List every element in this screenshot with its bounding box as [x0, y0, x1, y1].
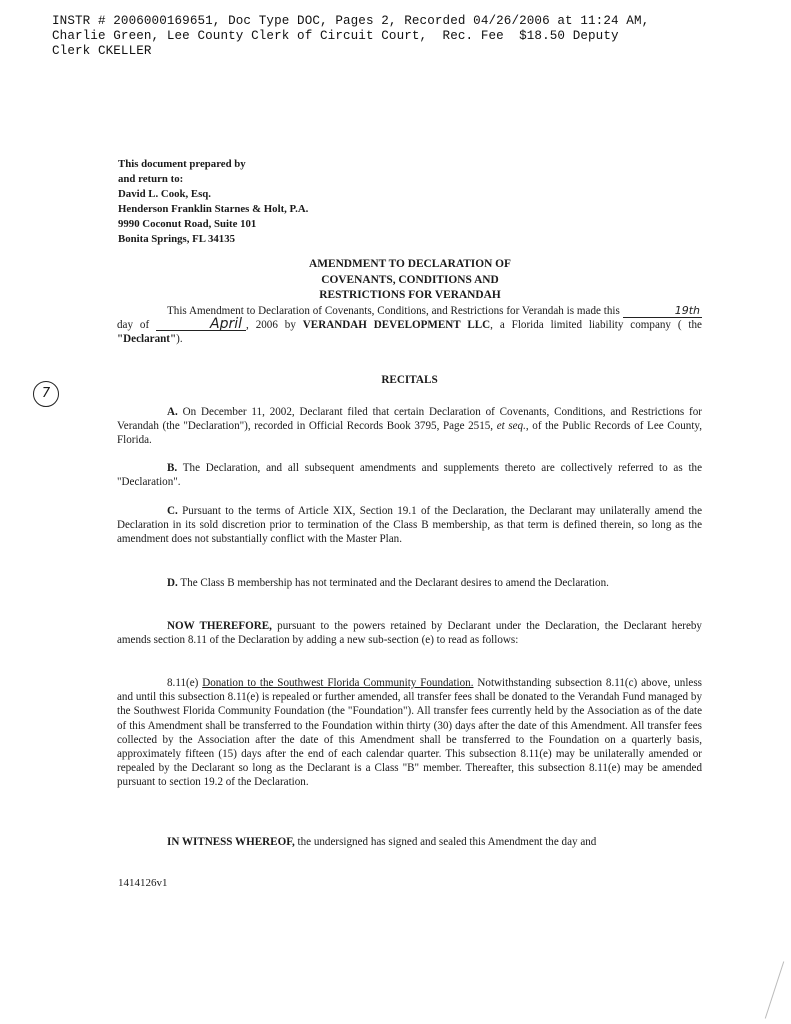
recital-label: A. [167, 406, 178, 418]
intro-text: This Amendment to Declaration of Covenants, Conditions, and Restrictions for Verandah is made this [167, 305, 620, 317]
prepared-by-line: David L. Cook, Esq. [118, 188, 212, 200]
recital-a [117, 405, 702, 448]
recital-text: The Declaration, and all subsequent amendments and supplements thereto are collectively referred to as the "Declaration". [117, 462, 702, 489]
margin-circled-mark: 7 [33, 381, 59, 407]
prepared-by-line: Henderson Franklin Starnes & Holt, P.A. [118, 203, 309, 215]
witness-text: the undersigned has signed and sealed this Amendment the day and [297, 836, 597, 848]
prepared-by-line: and return to: [118, 173, 184, 185]
stamp-line-3: Clerk CKELLER [52, 44, 152, 58]
recital-text: On December 11, 2002, Declarant filed that certain Declaration of Covenants, Conditions, and Restrictions for Verandah (the "Declaration"), recorded in Official Records Book 3795, Page 2515, [117, 406, 702, 433]
intro-text: , 2006 by [246, 319, 296, 332]
now-therefore-lead: NOW THEREFORE, [167, 620, 272, 632]
witness-paragraph [117, 835, 702, 849]
prepared-by-line: Bonita Springs, FL 34135 [118, 233, 235, 245]
section-heading: Donation to the Southwest Florida Community Foundation. [202, 677, 474, 689]
section-text: Notwithstanding subsection 8.11(c) above, unless and until this subsection 8.11(e) is repealed or further amended, all transfer fees shall be donated to the Verandah Fund managed by the Southwest Florida Community Foundation (the "Foundation"). All transfer fees currently held by the Association as of the date of this Amendment shall be transferred to the Foundation within thirty (30) days after the date of this Amendment. All transfer fees collected by the Association after the date of this Amendment shall be transferred to the Foundation on a quarterly basis, approximately fifteen (15) days after the end of each calendar quarter. This subsection 8.11(e) may be unilaterally amended or repealed by the Declarant so long as the Declarant is a Class "B" member. Thereafter, this subsection 8.11(e) may be amended pursuant to section 19.2 of the Declaration. [117, 677, 702, 789]
intro-text: , a Florida limited liability company ( the [490, 319, 702, 332]
prepared-by-line: 9990 Coconut Road, Suite 101 [118, 218, 257, 230]
section-8-11e [117, 676, 702, 790]
now-therefore-paragraph [117, 619, 702, 647]
handwritten-month: April [156, 318, 246, 331]
intro-text: day of [117, 319, 150, 332]
declarant-term: "Declarant" [117, 333, 177, 346]
recital-c [117, 504, 702, 547]
scan-artifact [765, 961, 784, 1018]
document-id: 1414126v1 [118, 877, 168, 889]
intro-paragraph [117, 304, 702, 347]
title-line: COVENANTS, CONDITIONS AND [321, 273, 499, 286]
stamp-line-2: Charlie Green, Lee County Clerk of Circuit Court, Rec. Fee $18.50 Deputy [52, 29, 619, 43]
title-line: RESTRICTIONS FOR VERANDAH [319, 289, 501, 301]
section-number: 8.11(e) [167, 677, 199, 689]
witness-lead: IN WITNESS WHEREOF, [167, 836, 295, 848]
recital-text: , of the Public Records of Lee County, Florida. [117, 420, 703, 447]
recital-b [117, 461, 702, 489]
recording-stamp [52, 14, 782, 59]
prepared-by-block [118, 157, 308, 247]
recital-label: B. [167, 462, 178, 474]
intro-text: ). [176, 333, 183, 346]
recitals-heading: RECITALS [381, 374, 438, 386]
recital-label: D. [167, 577, 178, 589]
recital-d [117, 576, 702, 590]
stamp-line-1: INSTR # 2006000169651, Doc Type DOC, Pages 2, Recorded 04/26/2006 at 11:24 AM, [52, 14, 650, 28]
document-title [180, 257, 640, 304]
recital-italic: et seq. [496, 420, 526, 433]
now-therefore-text: pursuant to the powers retained by Declarant under the Declaration, the Declarant hereby amends section 8.11 of the Declaration by adding a new sub-section (e) to read as follows: [117, 620, 702, 647]
party-name: VERANDAH DEVELOPMENT LLC [302, 319, 491, 332]
handwritten-day: 19th [623, 305, 702, 318]
recital-text: Pursuant to the terms of Article XIX, Section 19.1 of the Declaration, the Declarant may unilaterally amend the Declaration in its sold discretion prior to termination of the Class B membership, as that term is defined therein, so long as the amendment does not substantially conflict with the Master Plan. [117, 505, 702, 546]
title-line: AMENDMENT TO DECLARATION OF [309, 258, 511, 270]
prepared-by-line: This document prepared by [118, 158, 246, 170]
recital-label: C. [167, 505, 178, 517]
recital-text: The Class B membership has not terminated and the Declarant desires to amend the Declaration. [180, 577, 609, 589]
